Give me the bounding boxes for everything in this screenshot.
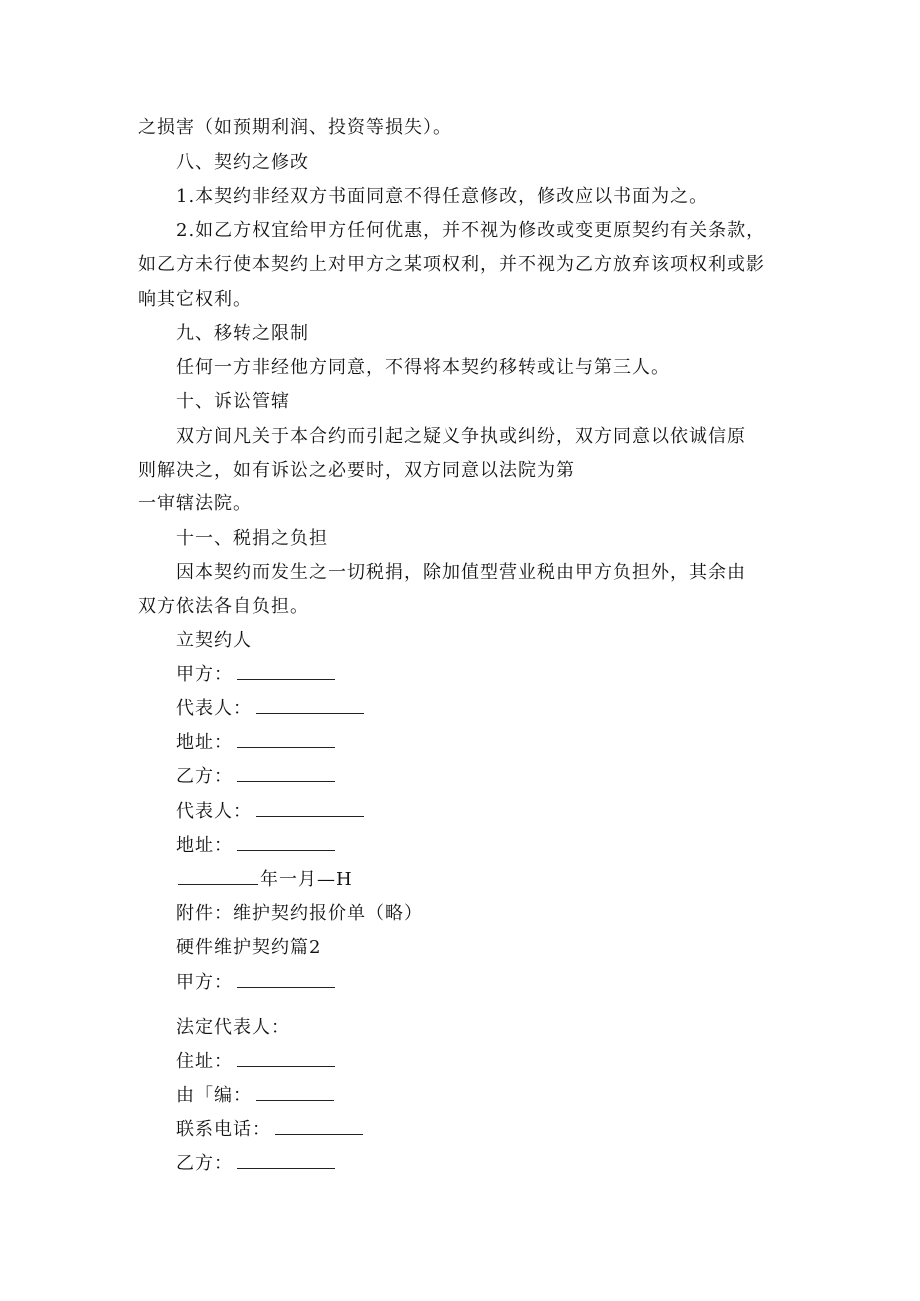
clause-9: 任何一方非经他方同意，不得将本契约移转或让与第三人。 [176,357,670,378]
section-heading-9: 九、移转之限制 [176,323,309,344]
rep-a-field [176,698,364,720]
date-year-blank [178,883,258,885]
c2-postcode-blank [256,1099,334,1101]
c2-party-b-field [176,1153,335,1175]
addr-a-label: 地址： [176,732,233,753]
c2-phone-label: 联系电话： [176,1119,271,1140]
c2-party-b-blank [237,1167,335,1169]
c2-party-a-blank [237,986,335,988]
c2-party-a-field [176,972,335,994]
clause-10-line1: 双方间凡关于本合约而引起之疑义争执或纠纷，双方同意以依诚信原 [176,426,746,447]
c2-address-blank [237,1065,335,1067]
date-field [178,869,353,891]
party-b-field [176,766,335,788]
c2-postcode-label: 由「编： [176,1085,252,1106]
rep-a-label: 代表人： [176,698,252,719]
signatories-title: 立契约人 [176,630,252,651]
section-heading-11: 十一、税捐之负担 [176,528,328,549]
attachment-note: 附件：维护契约报价单（略） [176,903,423,924]
addr-b-field [176,835,335,857]
rep-b-blank [256,815,364,817]
party-b-label: 乙方： [176,766,233,787]
addr-a-blank [237,746,335,748]
c2-legal-rep-label: 法定代表人： [176,1017,290,1038]
c2-party-a-label: 甲方： [176,972,233,993]
c2-address-label: 住址： [176,1051,233,1072]
clause-11-line2: 双方依法各自负担。 [138,596,309,617]
contract-2-title: 硬件维护契约篇2 [176,937,322,958]
clause-8-2-line1: 2.如乙方权宜给甲方任何优惠，并不视为修改或变更原契约有关条款， [176,220,766,241]
paragraph-line: 之损害（如预期利润、投资等损失）。 [138,117,452,138]
section-heading-10: 十、诉讼管辖 [176,391,290,412]
party-a-label: 甲方： [176,664,233,685]
clause-8-1: 1.本契约非经双方书面同意不得任意修改，修改应以书面为之。 [176,186,709,207]
party-b-blank [237,780,335,782]
clause-10-line2: 则解决之，如有诉讼之必要时，双方同意以法院为第 [138,460,575,481]
c2-party-b-label: 乙方： [176,1153,233,1174]
clause-11-line1: 因本契约而发生之一切税捐，除加值型营业税由甲方负担外，其余由 [176,562,746,583]
clause-8-2-line2: 如乙方未行使本契约上对甲方之某项权利，并不视为乙方放弃该项权利或影 [138,254,765,275]
c2-phone-field [176,1119,363,1141]
c2-postcode-field [176,1085,334,1107]
c2-legal-rep-field [176,1017,290,1039]
party-a-blank [237,678,335,680]
rep-a-blank [256,712,364,714]
c2-address-field [176,1051,335,1073]
clause-8-2-line3: 响其它权利。 [138,289,252,310]
addr-b-label: 地址： [176,835,233,856]
c2-phone-blank [275,1133,363,1135]
addr-a-field [176,732,335,754]
party-a-field [176,664,335,686]
rep-b-label: 代表人： [176,801,252,822]
addr-b-blank [237,849,335,851]
date-text: 年一月—H [260,869,353,890]
clause-10-line3: 一审辖法院。 [138,493,252,514]
rep-b-field [176,801,364,823]
section-heading-8: 八、契约之修改 [176,152,309,173]
